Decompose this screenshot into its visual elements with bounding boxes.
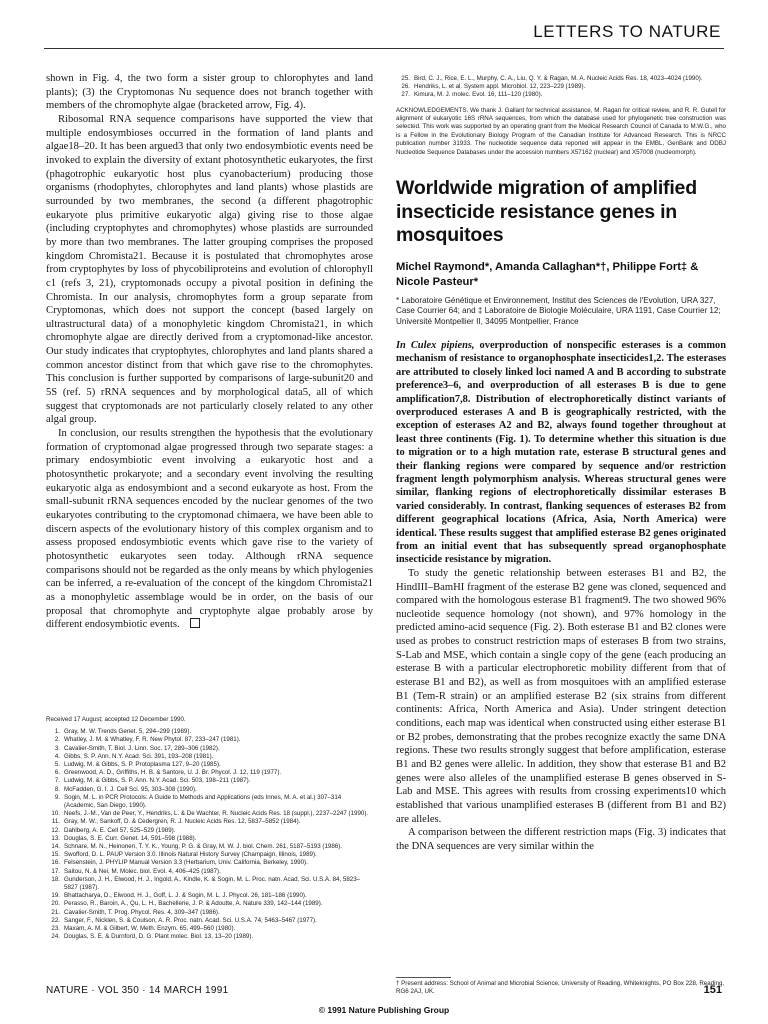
journal-citation: NATURE · VOL 350 · 14 MARCH 1991	[46, 985, 229, 996]
reference-text: Greenwood, A. D., Griffiths, H. B. & Santore, U. J. Br. Phycol. J. 12, 119 (1977).	[64, 769, 282, 777]
reference-number: 2.	[54, 736, 60, 744]
author-affiliation: * Laboratoire Génétique et Environnement, Institut des Sciences de l'Evolution, URA 327, Case Courrier 64; and ‡ Laboratoire de Biologie Moléculaire, URA 1191, Case Courrier 12; Université Montpellier II, 34095 Montpellier, France	[396, 295, 721, 327]
reference-text: Cavalier-Smith, T. Prog. Phycol. Res. 4, 309–347 (1986).	[64, 908, 220, 916]
reference-text: Sogin, M. L. in PCR Protocols: A Guide to Methods and Applications (eds Innes, M. A. et al.) 307–314 (Academic, San Diego, 1990).	[64, 793, 342, 810]
reference-text: Cavalier-Smith, T. Biol. J. Linn. Soc. 17, 289–306 (1982).	[64, 744, 220, 752]
reference-list	[46, 728, 373, 941]
page-number: 151	[703, 984, 722, 996]
reference-item	[46, 794, 373, 810]
reference-item	[46, 925, 373, 933]
reference-list	[396, 75, 726, 100]
header-rule	[44, 48, 724, 49]
reference-text: Gray, M. W. Trends Genet. 5, 294–299 (1989).	[64, 728, 192, 736]
reference-number: 4.	[54, 752, 60, 760]
reference-number: 21.	[51, 908, 60, 916]
reference-item	[46, 786, 373, 794]
reference-item	[46, 745, 373, 753]
reference-item	[46, 900, 373, 908]
reference-item	[46, 859, 373, 867]
reference-number: 14.	[51, 843, 60, 851]
abstract	[396, 339, 726, 567]
reference-number: 7.	[54, 777, 60, 785]
reference-number: 26.	[401, 83, 410, 91]
reference-item	[46, 818, 373, 826]
reference-item	[46, 753, 373, 761]
reference-item	[46, 843, 373, 851]
reference-text: Bird, C. J., Rice, E. L., Murphy, C. A., Liu, Q. Y. & Ragan, M. A. Nucleic Acids Res. 18, 4023–4024 (1990).	[414, 75, 703, 82]
reference-text: Gibbs, S. P. Ann. N.Y. Acad. Sci. 391, 193–208 (1981).	[64, 752, 214, 760]
reference-text: Whatley, J. M. & Whatley, F. R. New Phytol. 87, 233–247 (1981).	[64, 736, 241, 744]
reference-item	[46, 736, 373, 744]
reference-text: Douglas, S. E. & Durnford, D. G. Plant molec. Biol. 13, 13–20 (1989).	[64, 933, 254, 941]
body-paragraph: To study the genetic relationship between esterases B1 and B2, the HindIII–BamHI fragment of the esterase B2 gene was cloned, sequenced and compared with the homologous esterase B1 fragment9. The two showed 96% nucleotide sequence homology (not shown), and 97% homology in the predicted amino-acid sequence (Fig. 2). Both esterase B1 and B2 clones were used as probes to construct restriction maps of esterases B from two strains, S-Lab and MSE, which contain a single copy of the gene (each producing an esterase B with a particular electrophoretic mobility different from that of esterase B1 and B2), as well as from mosquitoes with an amplified esterase B1 (Tem-R strain) or an amplified esterase B2 (six strains from different continents: Africa, North America and Asia). Under stringent detection conditions, each map was identical when constructed using either esterase B1 or B2 probes, demonstrating that the probes recognize exactly the same DNA regions. These two results strongly suggest that before amplification, esterase B1 and B2 genes were allelic. In addition, they show that esterase B1 and B2 genes were also alleles of the unamplified esterase B genes observed in S-Lab and MSE. This agrees with results from crossing experiments10 which established that various unamplified esterases B (different from B1 and B2) are alleles.	[396, 567, 726, 825]
reference-item	[46, 835, 373, 843]
reference-text: Gunderson, J. H., Elwood, H. J., Ingold, A., Kindle, K. & Sogin, M. L. Proc. natn. Acad. Sci. U.S.A. 84, 5823–5827 (1987).	[64, 875, 361, 892]
article-body	[396, 567, 726, 854]
reference-item	[46, 933, 373, 941]
body-text: In conclusion, our results strengthen the hypothesis that the evolutionary formation of cryptomonad algae progressed through two separate stages: a primary endosymbiotic event involving a eukaryotic host and a photosynthetic prokaryote; and a secondary event involving the resulting eukaryotic alga as endosymbiont and a second eukaryote as host. From the small-subunit rRNA sequences encoded by the nuclear genomes of the two eukaryotes contributing to the cryptomonad chimaera, we have been able to discern aspects of the evolutionary history of this complex organism and to assess proposed endosymbiotic events which gave rise to the variety of photosynthetic eukaryotes seen today. Although rRNA sequence comparisons should not be regarded as the only means by which phylogenies can be inferred, a re-evaluation of the concept of the kingdom Chromista21 as a monophyletic assemblage would be in order, on the basis of our proposal that chromophyte and cryptophyte algae probably arose by different endosymbiotic events.	[46, 428, 373, 631]
body-paragraph: Ribosomal RNA sequence comparisons have supported the view that multiple endosymbioses occurred in the formation of land plants and algae18–20. It has been argued3 that only two endosymbiotic events need be invoked to explain the diversity of extant photosynthetic eukaryotes, the first (phagotrophic eukaryotic host plus cyanobacterium) producing those organisms (rhodophytes, chlorophytes and land plants) whose plastids are surrounded by two membranes, the second (a different phagotrophic eukaryote plus primitive eukaryotic alga) giving rise to those algae (including cryptophytes and chromophytes) whose plastids are surrounded by more than two membranes. The latter grouping comprises the proposed kingdom Chromista21. Because it is postulated that chromophytes arose from cryptophytes by loss of phycobiliproteins and evolution of chlorophyll c1 (refs 3, 21), cryptomonads occupy a pivotal position in defining the Chromista. In our analysis, chromophytes form a group separate from Cryptomonas, which does not support the concept (based largely on ultrastructural data) of a monophyletic kingdom Chromista21, in which chromophyte algae are directly derived from a cryptomonad-like ancestor. Our study indicates that cryptophytes, chlorophytes and land plants shared a common ancestor distinct from that which gave rise to the chromophytes. This conclusion is further supported by comparisons of large-subunit20 and 5S (ref. 5) rRNA sequences and by morphological data5, all of which suggest that cryptomonads are not particularly closely related to any other algal group.	[46, 113, 373, 426]
reference-number: 10.	[51, 810, 60, 818]
reference-item	[46, 777, 373, 785]
reference-text: Dahlberg, A. E. Cell 57, 525–529 (1989).	[64, 826, 176, 834]
received-dates: Received 17 August; accepted 12 December 1990.	[46, 716, 186, 723]
reference-text: Bhattacharya, D., Elwood, H. J., Goff, L. J. & Sogin, M. L. J. Phycol. 26, 181–186 (1990).	[64, 892, 307, 900]
reference-number: 19.	[51, 892, 60, 900]
reference-text: Maxam, A. M. & Gilbert, W. Meth. Enzym. 65, 499–560 (1980).	[64, 925, 236, 933]
reference-item	[46, 761, 373, 769]
reference-number: 22.	[51, 916, 60, 924]
reference-item	[396, 75, 726, 83]
reference-item	[46, 769, 373, 777]
reference-number: 11.	[51, 818, 60, 826]
reference-item	[46, 728, 373, 736]
reference-text: Kimura, M. J. molec. Evol. 16, 111–120 (1980).	[414, 91, 543, 99]
reference-number: 8.	[54, 785, 60, 793]
end-of-article-mark	[190, 618, 200, 628]
reference-text: Neefs, J.-M., Van de Peer, Y., Hendriks, L. & De Wachter, R. Nucleic Acids Res. 18 (suppl.), 2237–2247 (1990).	[64, 810, 369, 818]
reference-text: Douglas, S. E. Curr. Genet. 14, 591–598 (1988).	[64, 834, 197, 842]
reference-number: 23.	[51, 925, 60, 933]
reference-number: 13.	[51, 834, 60, 842]
article-authors: Michel Raymond*, Amanda Callaghan*†, Philippe Fort‡ & Nicole Pasteur*	[396, 260, 699, 288]
reference-number: 18.	[51, 875, 60, 883]
reference-item	[396, 91, 726, 99]
body-paragraph: A comparison between the different restriction maps (Fig. 3) indicates that the DNA sequences are very similar within the	[396, 827, 726, 852]
reference-text: Felsenstein, J. PHYLIP Manual Version 3.3 (Herbarium, Univ. California, Berkeley, 1990).	[64, 859, 308, 867]
reference-number: 20.	[51, 900, 60, 908]
reference-number: 5.	[54, 761, 60, 769]
footnote-rule	[396, 977, 451, 978]
reference-item	[396, 83, 726, 91]
reference-text: Schnare, M. N., Heinonen, T. Y. K., Young, P. G. & Gray, M. W. J. biol. Chem. 261, 5187–5193 (1986).	[64, 843, 343, 851]
reference-item	[46, 810, 373, 818]
reference-text: McFadden, G. I. J. Cell Sci. 95, 303–308 (1990).	[64, 785, 197, 793]
reference-number: 1.	[54, 728, 60, 736]
acknowledgements: ACKNOWLEDGEMENTS. We thank J. Gallant for technical assistance, M. Ragan for critical review, and R. R. Gutell for alignment of eukaryotic 16S rRNA sequences, from which the database used for phylogenetic tree construction was selected. This work was supported by an operating grant from the Medical Research Council of Canada to M.W.G., who is a Fellow in the Evolutionary Biology Program of the Canadian Institute for Advanced Research. This is NRCC publication number 31933. The nucleotide sequence data reported will appear in the EMBL, GenBank and DDBJ Nucleotide Sequence Databases under the accession numbers X57162 (nuclear) and X57008 (nucleomorph).	[396, 106, 726, 156]
reference-text: Ludwig, M. & Gibbs, S. P. Protoplasma 127, 9–20 (1985).	[64, 761, 221, 769]
reference-number: 24.	[51, 933, 60, 941]
reference-number: 6.	[54, 769, 60, 777]
reference-item	[46, 892, 373, 900]
body-paragraph: shown in Fig. 4, the two form a sister group to chlorophytes and land plants); (3) the Cryptomonas Nu sequence does not branch together with members of the chromophyte algae (bracketed arrow, Fig. 4).	[46, 73, 373, 112]
reference-item	[46, 827, 373, 835]
right-references	[396, 75, 726, 100]
reference-number: 16.	[51, 859, 60, 867]
reference-number: 12.	[51, 826, 60, 834]
reference-number: 3.	[54, 744, 60, 752]
reference-item	[46, 868, 373, 876]
reference-number: 15.	[51, 851, 60, 859]
right-column	[396, 75, 726, 854]
reference-text: Swofford, D. L. PAUP Version 3.0. Illinois Natural History Survey (Champaign, Illinois, 1989).	[64, 851, 317, 859]
abstract-lead: In Culex pipiens,	[396, 339, 475, 351]
abstract-text: overproduction of nonspecific esterases is a common mechanism of resistance to organophosphate insecticides1,2. The esterases are attributed to closely linked loci named A and B according to substrate preference3–6, and overproduction of all esterases B is due to gene amplification7,8. Distribution of electrophoretically distinct variants of overproduced esterases A and B is geographically restricted, with the exception of esterases A2 and B2, always found together throughout at least three continents (Fig. 1). To determine whether this situation is due to migration or to a high mutation rate, esterase B structural genes and their flanking regions were compared by sequence and/or restriction fragment length polymorphism analysis. Whereas structural genes were similar, flanking regions of electrophoretically dissimilar esterases B varied considerably. In contrast, flanking sequences of esterases B2 from different geographical locations (Africa, Asia, North America) were identical. These results suggest that amplified esterase B2 genes originated from an initial event that has subsequently spread organophosphate insecticide resistance by migration.	[396, 339, 727, 566]
reference-item	[46, 917, 373, 925]
reference-number: 27.	[401, 91, 410, 99]
body-paragraph	[46, 427, 373, 632]
left-references	[46, 716, 373, 941]
reference-item	[46, 909, 373, 917]
reference-item	[46, 876, 373, 892]
left-column	[46, 72, 373, 632]
footnote: † Present address: School of Animal and Microbial Science, University of Reading, Whiteknights, PO Box 228, Reading, RG6 2AJ, UK.	[396, 980, 725, 996]
reference-text: Ludwig, M. & Gibbs, S. P. Ann. N.Y. Acad. Sci. 503, 198–211 (1987).	[64, 777, 251, 785]
reference-text: Saitou, N. & Nei, M. Molec. biol. Evol. 4, 406–425 (1987).	[64, 867, 221, 875]
reference-text: Perasso, R., Baroin, A., Qu, L. H., Bachellerie, J. P. & Adoutte, A. Nature 339, 142–144 (1989).	[64, 900, 323, 908]
reference-item	[46, 851, 373, 859]
article-title: Worldwide migration of amplified insecticide resistance genes in mosquitoes	[396, 177, 697, 247]
reference-number: 9.	[54, 793, 60, 801]
reference-text: Gray, M. W., Sankoff, D. & Cedergren, R. J. Nucleic Acids Res. 12, 5837–5852 (1984).	[64, 818, 301, 826]
reference-number: 17.	[51, 867, 60, 875]
running-head: LETTERS TO NATURE	[533, 22, 721, 41]
reference-text: Sanger, F., Nicklen, S. & Coulson, A. R. Proc. natn. Acad. Sci. U.S.A. 74, 5463–5467 (1977).	[64, 916, 317, 924]
reference-number: 25.	[401, 75, 410, 82]
copyright: © 1991 Nature Publishing Group	[318, 1005, 450, 1015]
reference-text: Hendriks, L. et al. System appl. Microbiol. 12, 223–229 (1989).	[414, 83, 586, 91]
